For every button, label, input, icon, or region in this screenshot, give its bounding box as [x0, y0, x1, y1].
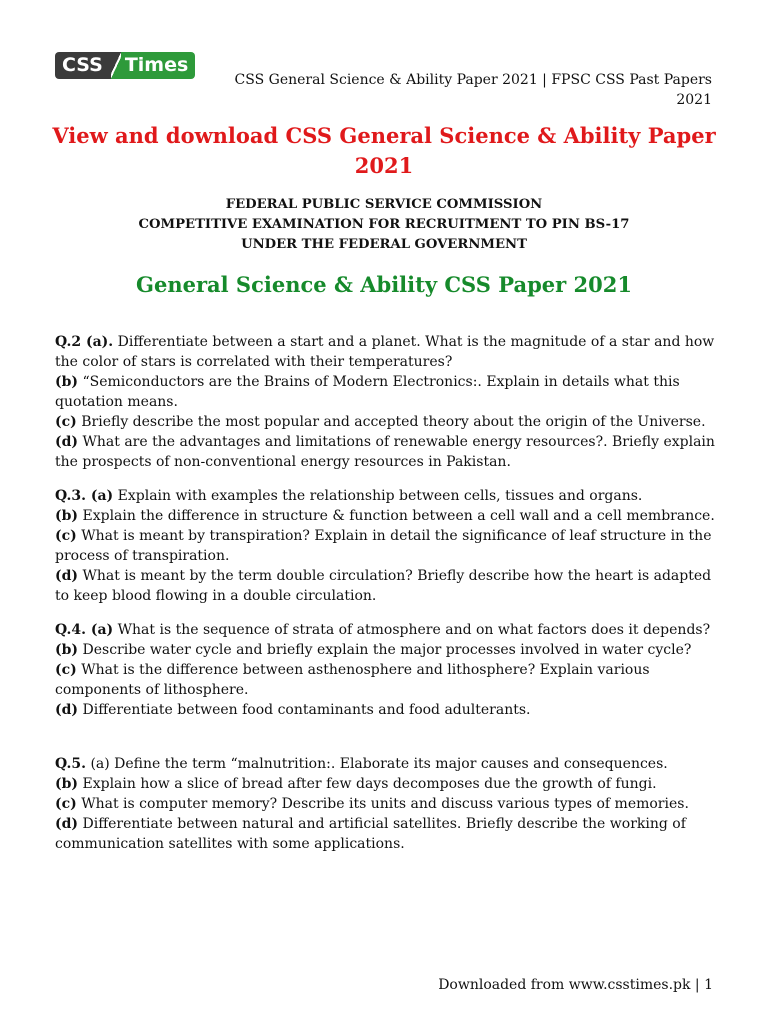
question-4	[55, 620, 716, 720]
question-text: Differentiate between food contaminants and food adulterants.	[78, 702, 531, 718]
commission-heading	[40, 195, 728, 255]
question-text: What are the advantages and limitations of renewable energy resources?. Briefly explain the prospects of non-conventional energy resources in Pakistan.	[55, 434, 715, 470]
question-label: Q.5.	[55, 756, 86, 772]
question-text: Briefly describe the most popular and accepted theory about the origin of the Universe.	[76, 414, 706, 430]
commission-line-2: COMPETITIVE EXAMINATION FOR RECRUITMENT TO PIN BS-17	[138, 217, 630, 232]
question-text: What is the difference between asthenosphere and lithosphere? Explain various components of lithosphere.	[55, 662, 650, 698]
question-label: (d)	[55, 816, 79, 832]
question-label: (c)	[55, 528, 77, 544]
question-label: (d)	[55, 434, 79, 450]
question-text: “Semiconductors are the Brains of Modern Electronics:. Explain in details what this quotation means.	[55, 374, 680, 410]
question-text: Explain how a slice of bread after few days decomposes due the growth of fungi.	[78, 776, 657, 792]
question-label: (c)	[55, 662, 77, 678]
question-4d	[55, 700, 716, 720]
question-text: Differentiate between a start and a planet. What is the magnitude of a star and how the color of stars is correlated with their temperatures?	[55, 334, 715, 370]
question-4b	[55, 640, 716, 660]
question-5	[55, 754, 716, 854]
question-5c	[55, 794, 716, 814]
logo-times-text: Times	[121, 52, 195, 79]
question-text: What is meant by transpiration? Explain in detail the significance of leaf structure in the process of transpiration.	[55, 528, 712, 564]
question-text: Explain the difference in structure & function between a cell wall and a cell membrance.	[78, 508, 715, 524]
question-5d	[55, 814, 716, 854]
question-2c	[55, 412, 716, 432]
question-2d	[55, 432, 716, 472]
question-text: What is computer memory? Describe its units and discuss various types of memories.	[76, 796, 689, 812]
question-5b	[55, 774, 716, 794]
question-label: Q.3. (a)	[55, 488, 114, 504]
commission-line-1: FEDERAL PUBLIC SERVICE COMMISSION	[225, 197, 543, 212]
question-label: (c)	[55, 796, 77, 812]
question-label: (b)	[55, 776, 79, 792]
question-label: (d)	[55, 702, 79, 718]
main-title: View and download CSS General Science & Ability Paper 2021	[52, 123, 716, 178]
question-text: Explain with examples the relationship between cells, tissues and organs.	[113, 488, 643, 504]
question-label: Q.2 (a).	[55, 334, 114, 350]
page-footer: Downloaded from www.csstimes.pk | 1	[438, 977, 713, 993]
csstimes-logo	[55, 52, 195, 79]
question-3c	[55, 526, 716, 566]
question-3b	[55, 506, 716, 526]
question-text: Differentiate between natural and artificial satellites. Briefly describe the working of communication satellites with some applications.	[55, 816, 686, 852]
question-4c	[55, 660, 716, 700]
question-text: What is meant by the term double circulation? Briefly describe how the heart is adapted to keep blood flowing in a double circulation.	[55, 568, 712, 604]
paper-title: General Science & Ability CSS Paper 2021	[136, 272, 632, 297]
question-text: Describe water cycle and briefly explain the major processes involved in water cycle?	[78, 642, 692, 658]
commission-line-3: UNDER THE FEDERAL GOVERNMENT	[241, 237, 527, 252]
question-2	[55, 332, 716, 472]
logo-slash	[111, 52, 121, 79]
question-4a	[55, 620, 716, 640]
page-header-title: CSS General Science & Ability Paper 2021 | FPSC CSS Past Papers 2021	[234, 72, 712, 108]
question-label: (b)	[55, 508, 79, 524]
questions	[55, 332, 716, 868]
question-2b	[55, 372, 716, 412]
question-label: (d)	[55, 568, 79, 584]
question-label: (c)	[55, 414, 77, 430]
question-label: (b)	[55, 642, 79, 658]
question-3	[55, 486, 716, 606]
question-text: (a) Define the term “malnutrition:. Elaborate its major causes and consequences.	[86, 756, 668, 772]
question-2a	[55, 332, 716, 372]
question-3d	[55, 566, 716, 606]
question-text: What is the sequence of strata of atmosphere and on what factors does it depends?	[113, 622, 711, 638]
question-5a	[55, 754, 716, 774]
question-3a	[55, 486, 716, 506]
question-label: (b)	[55, 374, 79, 390]
question-label: Q.4. (a)	[55, 622, 114, 638]
logo-css-text: CSS	[55, 52, 111, 79]
